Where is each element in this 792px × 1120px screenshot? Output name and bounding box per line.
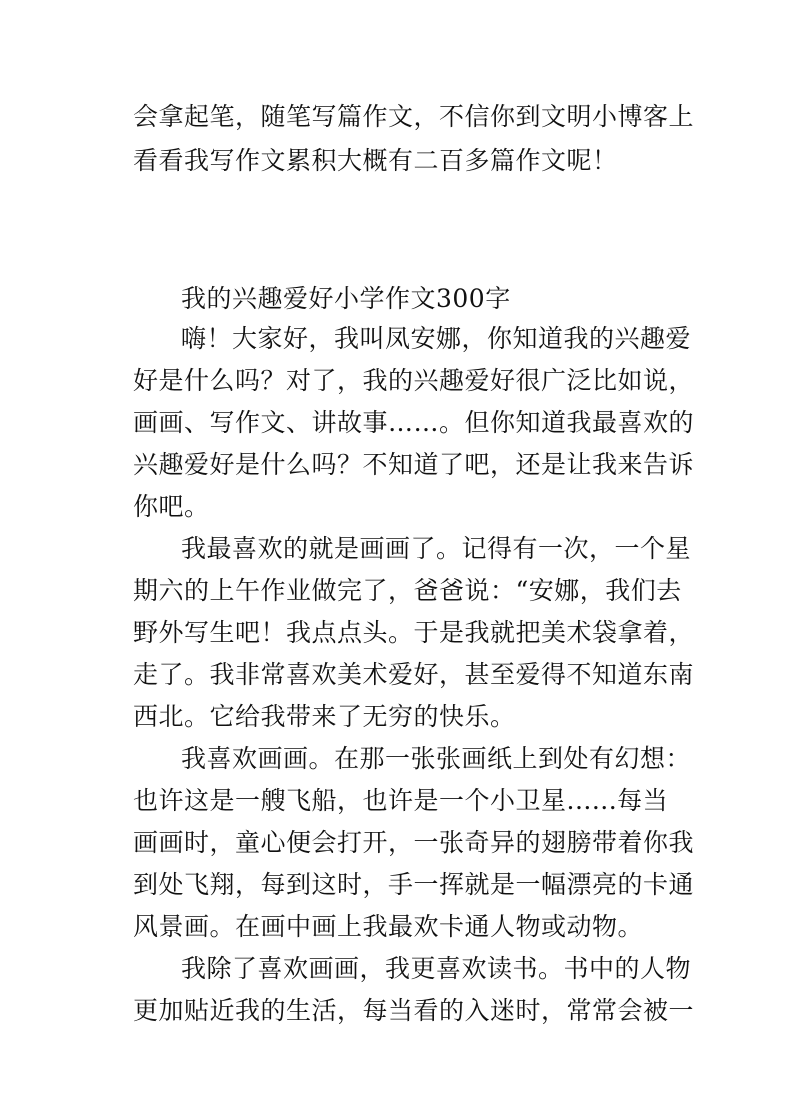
paragraph-3-line-5: 风景画。在画中画上我最欢卡通人物或动物。 <box>133 912 644 941</box>
paragraph-4-line-2: 更加贴近我的生活，每当看的入迷时，常常会被一 <box>133 996 695 1025</box>
paragraph-1-line-1: 嗨！大家好，我叫凤安娜，你知道我的兴趣爱 <box>181 324 692 353</box>
paragraph-2-line-4: 走了。我非常喜欢美术爱好，甚至爱得不知道东南 <box>133 660 695 689</box>
paragraph-1-line-3: 画画、写作文、讲故事……。但你知道我最喜欢的 <box>133 408 695 437</box>
intro-line-1: 会拿起笔，随笔写篇作文，不信你到文明小博客上 <box>133 102 695 131</box>
paragraph-4-line-1: 我除了喜欢画画，我更喜欢读书。书中的人物 <box>181 954 692 983</box>
paragraph-2-line-1: 我最喜欢的就是画画了。记得有一次，一个星 <box>181 534 692 563</box>
paragraph-1-line-5: 你吧。 <box>133 492 210 521</box>
paragraph-1-line-2: 好是什么吗？对了，我的兴趣爱好很广泛比如说， <box>133 366 695 395</box>
essay-title: 我的兴趣爱好小学作文300字 <box>181 284 511 313</box>
paragraph-1-line-4: 兴趣爱好是什么吗？不知道了吧，还是让我来告诉 <box>133 450 695 479</box>
paragraph-3-line-4: 到处飞翔，每到这时，手一挥就是一幅漂亮的卡通 <box>133 870 695 899</box>
intro-line-2: 看看我写作文累积大概有二百多篇作文呢！ <box>133 146 618 175</box>
paragraph-3-line-2: 也许这是一艘飞船，也许是一个小卫星......每当 <box>133 786 669 815</box>
paragraph-3-line-1: 我喜欢画画。在那一张张画纸上到处有幻想： <box>181 744 692 773</box>
paragraph-2-line-5: 西北。它给我带来了无穷的快乐。 <box>133 702 516 731</box>
paragraph-3-line-3: 画画时，童心便会打开，一张奇异的翅膀带着你我 <box>133 828 695 857</box>
paragraph-2-line-2: 期六的上午作业做完了，爸爸说：“安娜，我们去 <box>133 576 682 605</box>
paragraph-2-line-3: 野外写生吧！我点点头。于是我就把美术袋拿着， <box>133 618 695 647</box>
